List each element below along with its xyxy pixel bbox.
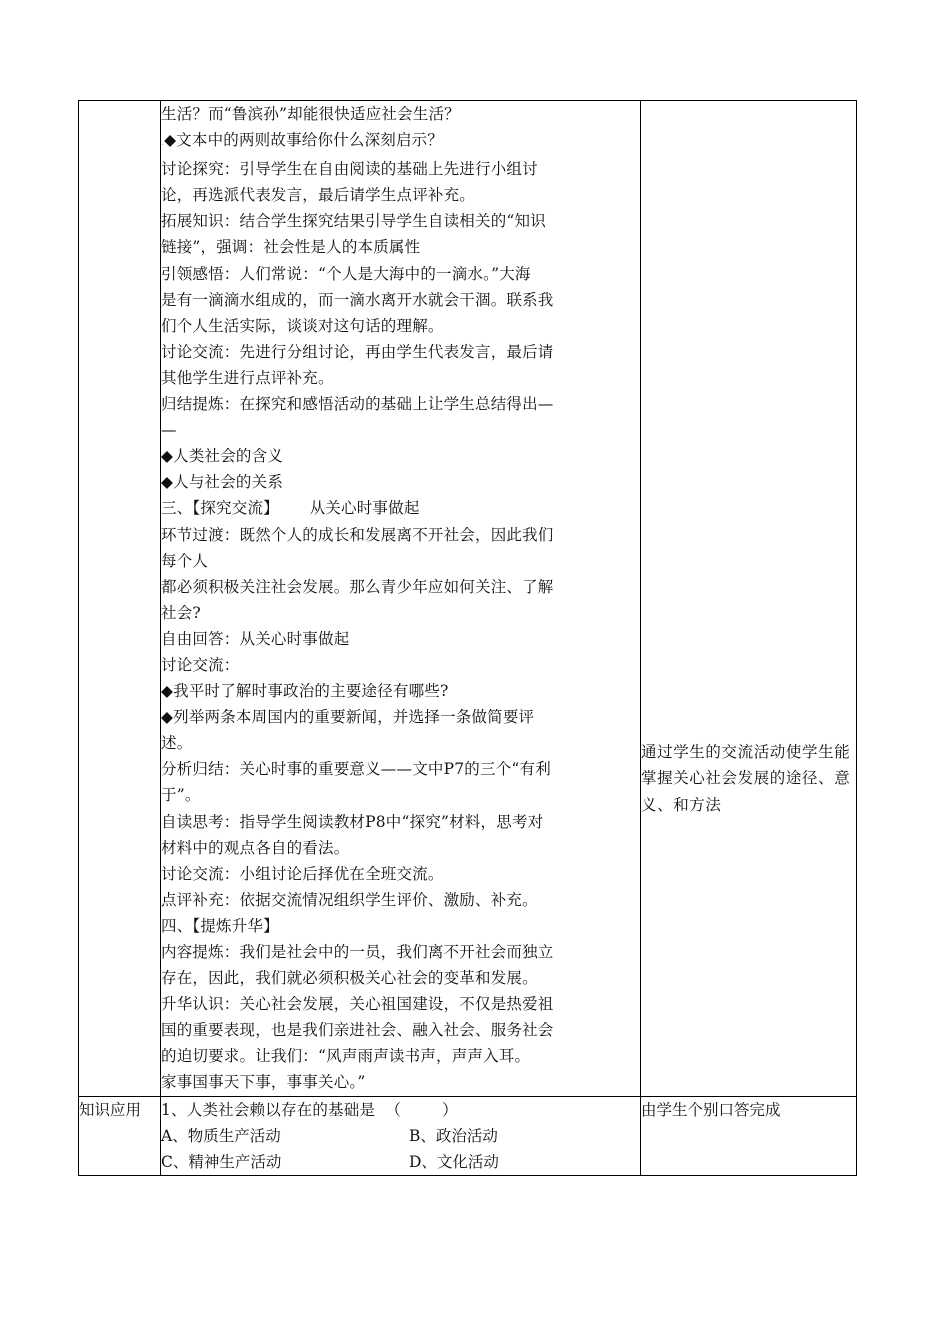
text-line: 点评补充：依据交流情况组织学生评价、激励、补充。 xyxy=(161,890,538,909)
text-line: 讨论交流：先进行分组讨论，再由学生代表发言，最后请 xyxy=(161,342,554,361)
text-line: 都必须积极关注社会发展。那么青少年应如何关注、了解 xyxy=(161,577,554,596)
option-c: C、精神生产活动 xyxy=(161,1152,282,1171)
text-line: ◆人与社会的关系 xyxy=(161,473,284,492)
option-b: B、政治活动 xyxy=(409,1126,498,1145)
text-line: 讨论探究：引导学生在自由阅读的基础上先进行小组讨 xyxy=(161,160,538,179)
text-line: 的迫切要求。让我们：“风声雨声读书声，声声入耳。 xyxy=(161,1047,531,1066)
teaching-process-cell xyxy=(161,101,641,1097)
options-row xyxy=(161,1123,640,1149)
text-line: 归结提炼：在探究和感悟活动的基础上让学生总结得出— xyxy=(161,395,554,414)
text-line: 环节过渡：既然个人的成长和发展离不开社会，因此我们 xyxy=(161,525,554,544)
application-question-cell xyxy=(161,1096,641,1175)
text-line: 社会? xyxy=(161,603,201,622)
text-line: 链接”，强调：社会性是人的本质属性 xyxy=(161,238,421,257)
text-line: 分析归结：关心时事的重要意义——文中P7的三个“有利 xyxy=(161,760,551,779)
text-line: 生活？而“鲁滨孙”却能很快适应社会生活？ xyxy=(161,105,460,123)
text-line: — xyxy=(161,421,177,440)
text-line: 自读思考：指导学生阅读教材P8中“探究”材料，思考对 xyxy=(161,812,544,831)
text-line: 内容提炼：我们是社会中的一员，我们离不开社会而独立 xyxy=(161,943,554,961)
text-line: 们个人生活实际，谈谈对这句话的理解。 xyxy=(161,316,444,335)
text-line: .◆文本中的两则故事给你什么深刻启示？ xyxy=(161,131,444,150)
design-intent-text: 通过学生的交流活动使学生能掌握关心社会发展的途径、意义、和方法 xyxy=(641,743,851,814)
text-line: 国的重要表现，也是我们亲进社会、融入社会、服务社会 xyxy=(161,1021,554,1040)
text-line: 材料中的观点各自的看法。 xyxy=(161,838,350,857)
row-label-cell xyxy=(79,101,161,1097)
text-line: 于”。 xyxy=(161,786,201,805)
option-a: A、物质生产活动 xyxy=(161,1126,281,1145)
text-line: ◆列举两条本周国内的重要新闻，并选择一条做简要评 xyxy=(161,708,535,727)
text-line: ◆我平时了解时事政治的主要途径有哪些? xyxy=(161,682,449,701)
section-heading: 四、【提炼升华】 xyxy=(161,916,279,935)
section-heading: 三、【探究交流】 从关心时事做起 xyxy=(161,499,420,518)
text-line: 其他学生进行点评补充。 xyxy=(161,368,334,387)
text-line: 是有一滴滴水组成的，而一滴水离开水就会干涸。联系我 xyxy=(161,290,554,309)
text-line: 自由回答：从关心时事做起 xyxy=(161,629,350,648)
text-line: 讨论交流：小组讨论后择优在全班交流。 xyxy=(161,864,444,883)
text-line: 升华认识：关心社会发展，关心祖国建设，不仅是热爱祖 xyxy=(161,995,554,1014)
text-line: 论，再选派代表发言，最后请学生点评补充。 xyxy=(161,186,476,205)
text-line: 每个人 xyxy=(161,551,209,570)
text-line: ◆人类社会的含义 xyxy=(161,447,284,466)
options-row xyxy=(161,1149,640,1175)
text-line: 引领感悟：人们常说：“个人是大海中的一滴水。”大海 xyxy=(161,264,531,283)
text-line: 存在，因此，我们就必须积极关心社会的变革和发展。 xyxy=(161,969,538,988)
application-row xyxy=(79,1096,857,1175)
process-row xyxy=(79,101,857,1097)
application-note: 由学生个别口答完成 xyxy=(641,1096,857,1175)
lesson-plan-table xyxy=(78,100,857,1176)
option-d: D、文化活动 xyxy=(409,1152,499,1171)
text-line: 家事国事天下事，事事关心。” xyxy=(161,1073,366,1092)
text-line: 述。 xyxy=(161,734,193,753)
mark-dot: . xyxy=(161,138,165,149)
application-label: 知识应用 xyxy=(79,1096,161,1175)
design-intent-cell xyxy=(641,101,857,1097)
text-line: 讨论交流： xyxy=(161,655,240,674)
question-text: 1、人类社会赖以存在的基础是 （ ） xyxy=(161,1100,458,1119)
text-line: 拓展知识：结合学生探究结果引导学生自读相关的“知识 xyxy=(161,212,546,231)
